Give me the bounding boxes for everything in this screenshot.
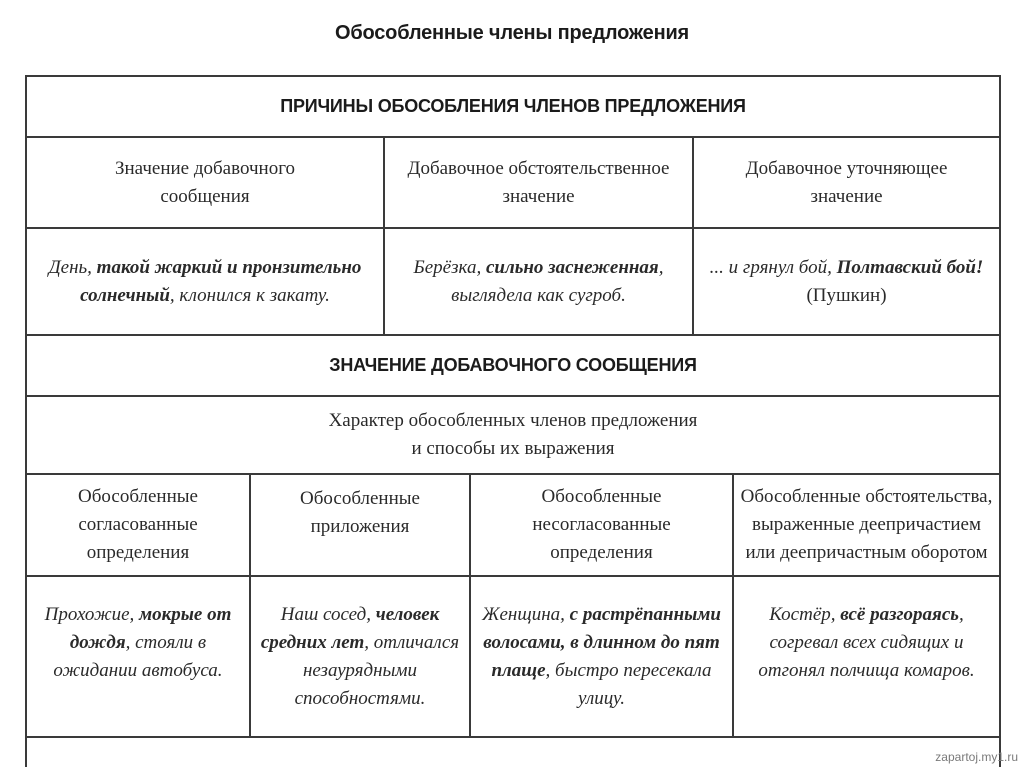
example-text: , клонился к закату. (169, 284, 330, 306)
example-text: , стояли в (125, 632, 207, 653)
header-line: сообщения (160, 185, 250, 207)
section-heading-meaning: ЗНАЧЕНИЕ ДОБАВОЧНОГО СООБЩЕНИЯ (329, 355, 697, 375)
header-line: приложения (310, 516, 410, 537)
example-cell (385, 229, 692, 334)
example-line: отгонял полчища комаров. (758, 660, 975, 681)
example-line (261, 601, 459, 629)
table-divider (27, 736, 999, 738)
example-line (482, 601, 721, 629)
example-line (49, 254, 362, 282)
header-line: Добавочное обстоятельственное (407, 157, 670, 179)
header-line: Обособленные (300, 488, 420, 509)
example-line: незаурядными (302, 660, 418, 681)
example-cell (251, 577, 469, 736)
example-highlight: средних лет (260, 632, 365, 653)
example-text: День, (48, 256, 97, 278)
watermark: zapartoj.my1.ru (935, 750, 1018, 764)
column-header (385, 138, 692, 227)
column-header (27, 138, 383, 227)
example-cell (27, 577, 249, 736)
example-cell (27, 229, 383, 334)
example-text: ... и грянул бой, (709, 256, 837, 278)
example-cell (734, 577, 999, 736)
example-line (482, 657, 721, 685)
example-highlight: дождя (69, 632, 126, 653)
example-line (45, 601, 232, 629)
example-cell (471, 577, 732, 736)
example-highlight: плаще (491, 660, 546, 681)
column-header (27, 475, 249, 575)
subheading (27, 397, 999, 473)
example-text: , быстро пересекала (545, 660, 712, 681)
example-text: , отличался (364, 632, 460, 653)
example-line: согревал всех сидящих и (769, 632, 964, 653)
header-line: Обособленные (78, 486, 198, 507)
header-line: Обособленные (541, 486, 662, 507)
example-highlight: сильно заснеженная (485, 256, 659, 278)
example-line: способностями. (294, 688, 426, 709)
example-text: Женщина, (482, 604, 570, 625)
example-highlight: солнечный (80, 284, 170, 306)
subheading-line: Характер обособленных членов предложения (328, 410, 698, 431)
example-line (758, 601, 974, 629)
header-line: несогласованные (532, 514, 671, 535)
rules-table (25, 75, 1001, 767)
example-line (261, 629, 459, 657)
example-text: , (658, 256, 664, 278)
header-line: значение (810, 185, 883, 207)
column-header (251, 475, 469, 575)
header-line: Добавочное уточняющее (745, 157, 948, 179)
example-highlight: Полтавский бой! (836, 256, 984, 278)
example-highlight: человек (375, 604, 440, 625)
column-header (734, 475, 999, 575)
example-line (482, 629, 721, 657)
section-heading-reasons: ПРИЧИНЫ ОБОСОБЛЕНИЯ ЧЛЕНОВ ПРЕДЛОЖЕНИЯ (280, 96, 746, 116)
header-line: значение (502, 185, 575, 207)
example-text: Наш сосед, (280, 604, 376, 625)
example-text: Прохожие, (44, 604, 140, 625)
example-line (710, 254, 984, 282)
header-line: Обособленные обстоятельства, (740, 486, 993, 507)
header-line: выраженные деепричастием (752, 514, 981, 535)
header-line: определения (86, 542, 190, 563)
example-line (45, 629, 232, 657)
example-line: улицу. (578, 688, 625, 709)
example-text: Берёзка, (413, 256, 486, 278)
subheading-line: и способы их выражения (411, 438, 615, 459)
example-line: выглядела как сугроб. (451, 284, 626, 306)
header-line: Значение добавочного (114, 157, 296, 179)
example-cell (694, 229, 999, 334)
example-highlight: мокрые от (139, 604, 232, 625)
header-line: или деепричастным оборотом (745, 542, 988, 563)
example-highlight: такой жаркий и пронзительно (96, 256, 362, 278)
page-title: Обособленные члены предложения (334, 22, 690, 44)
example-text: , (958, 604, 964, 625)
example-highlight: всё разгораясь (840, 604, 959, 625)
column-header (471, 475, 732, 575)
example-line (414, 254, 664, 282)
example-line (49, 282, 362, 310)
example-line: ожидании автобуса. (53, 660, 223, 681)
example-highlight: волосами, в длинном до пят (483, 632, 720, 653)
header-line: согласованные (78, 514, 198, 535)
column-header (694, 138, 999, 227)
example-author: (Пушкин) (806, 284, 887, 306)
header-line: определения (550, 542, 653, 563)
example-text: Костёр, (769, 604, 841, 625)
example-highlight: с растрёпанными (569, 604, 721, 625)
